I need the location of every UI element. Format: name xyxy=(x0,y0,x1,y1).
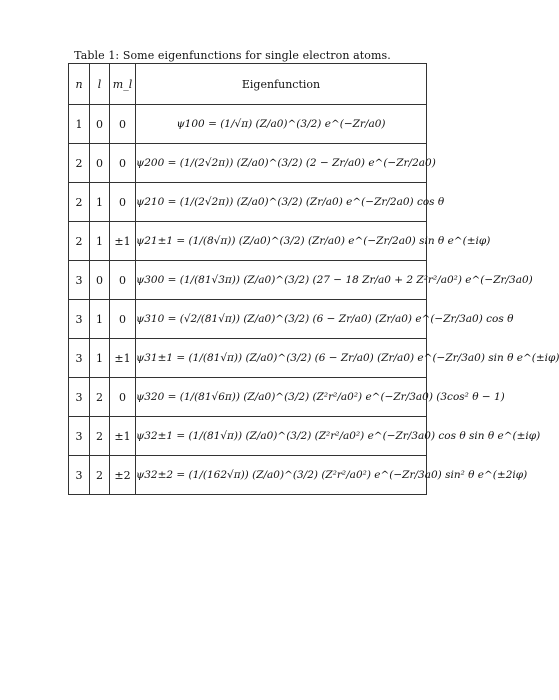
cell-ml: 0 xyxy=(110,183,136,222)
table-row xyxy=(69,105,427,144)
cell-n: 2 xyxy=(69,222,90,261)
cell-n: 3 xyxy=(69,456,90,495)
cell-ml: 0 xyxy=(110,300,136,339)
table-caption: Table 1: Some eigenfunctions for single electron atoms. xyxy=(74,49,391,62)
cell-n: 2 xyxy=(69,183,90,222)
cell-l: 0 xyxy=(90,261,110,300)
cell-eigenfunction: ψ320 = (1/(81√6π)) (Z/a0)^(3/2) (Z²r²/a0²) e^(−Zr/3a0) (3cos² θ − 1) xyxy=(136,378,427,417)
cell-l: 1 xyxy=(90,183,110,222)
cell-eigenfunction: ψ210 = (1/(2√2π)) (Z/a0)^(3/2) (Zr/a0) e^(−Zr/2a0) cos θ xyxy=(136,183,427,222)
cell-eigenfunction: ψ200 = (1/(2√2π)) (Z/a0)^(3/2) (2 − Zr/a0) e^(−Zr/2a0) xyxy=(136,144,427,183)
header-ml: m_l xyxy=(110,64,136,105)
table-row xyxy=(69,144,427,183)
cell-ml: ±1 xyxy=(110,222,136,261)
cell-eigenfunction: ψ32±1 = (1/(81√π)) (Z/a0)^(3/2) (Z²r²/a0²) e^(−Zr/3a0) cos θ sin θ e^(±iφ) xyxy=(136,417,427,456)
cell-ml: 0 xyxy=(110,378,136,417)
table-row xyxy=(69,183,427,222)
table-header-row xyxy=(69,64,427,105)
cell-n: 2 xyxy=(69,144,90,183)
cell-l: 1 xyxy=(90,300,110,339)
cell-ml: 0 xyxy=(110,105,136,144)
cell-l: 2 xyxy=(90,378,110,417)
cell-l: 1 xyxy=(90,222,110,261)
cell-l: 0 xyxy=(90,105,110,144)
table-row xyxy=(69,222,427,261)
cell-eigenfunction: ψ100 = (1/√π) (Z/a0)^(3/2) e^(−Zr/a0) xyxy=(136,105,427,144)
cell-l: 1 xyxy=(90,339,110,378)
cell-l: 2 xyxy=(90,456,110,495)
header-eigenfunction: Eigenfunction xyxy=(136,64,427,105)
cell-ml: 0 xyxy=(110,144,136,183)
cell-eigenfunction: ψ310 = (√2/(81√π)) (Z/a0)^(3/2) (6 − Zr/a0) (Zr/a0) e^(−Zr/3a0) cos θ xyxy=(136,300,427,339)
cell-ml: ±2 xyxy=(110,456,136,495)
header-l: l xyxy=(90,64,110,105)
cell-n: 3 xyxy=(69,417,90,456)
cell-l: 2 xyxy=(90,417,110,456)
cell-l: 0 xyxy=(90,144,110,183)
cell-ml: ±1 xyxy=(110,417,136,456)
cell-n: 1 xyxy=(69,105,90,144)
table-row xyxy=(69,339,427,378)
cell-eigenfunction: ψ300 = (1/(81√3π)) (Z/a0)^(3/2) (27 − 18 Zr/a0 + 2 Z²r²/a0²) e^(−Zr/3a0) xyxy=(136,261,427,300)
cell-eigenfunction: ψ31±1 = (1/(81√π)) (Z/a0)^(3/2) (6 − Zr/a0) (Zr/a0) e^(−Zr/3a0) sin θ e^(±iφ) xyxy=(136,339,427,378)
eigenfunction-table xyxy=(68,63,559,495)
cell-n: 3 xyxy=(69,339,90,378)
header-n: n xyxy=(69,64,90,105)
table-row xyxy=(69,417,427,456)
table-row xyxy=(69,378,427,417)
cell-eigenfunction: ψ21±1 = (1/(8√π)) (Z/a0)^(3/2) (Zr/a0) e^(−Zr/2a0) sin θ e^(±iφ) xyxy=(136,222,427,261)
cell-n: 3 xyxy=(69,378,90,417)
table-row xyxy=(69,300,427,339)
table-row xyxy=(69,456,427,495)
cell-ml: 0 xyxy=(110,261,136,300)
cell-n: 3 xyxy=(69,300,90,339)
cell-ml: ±1 xyxy=(110,339,136,378)
cell-n: 3 xyxy=(69,261,90,300)
cell-eigenfunction: ψ32±2 = (1/(162√π)) (Z/a0)^(3/2) (Z²r²/a0²) e^(−Zr/3a0) sin² θ e^(±2iφ) xyxy=(136,456,427,495)
table-row xyxy=(69,261,427,300)
